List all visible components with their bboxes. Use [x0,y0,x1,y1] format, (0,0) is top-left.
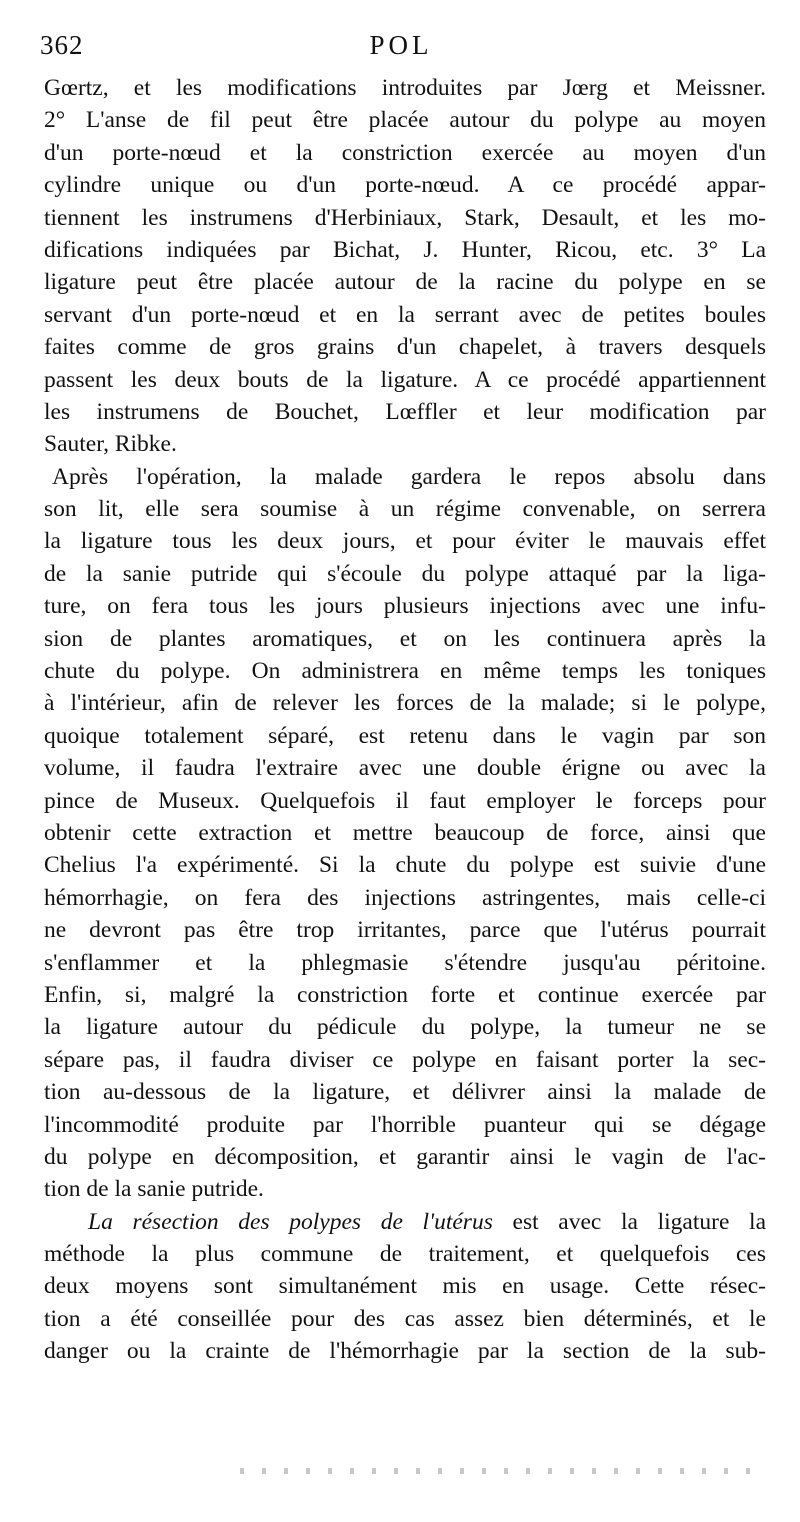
italic-lead: La résection des polypes de l'utérus [88,1208,493,1235]
text-line: tion de la sanie putride. [44,1176,264,1203]
text-line: pince de Museux. Quelquefois il faut employer le forceps pour [44,787,766,814]
text-line: à l'intérieur, afin de relever les forces de la malade; si le polype, [44,690,766,717]
text-line: faites comme de gros grains d'un chapelet, à travers desquels [44,334,766,361]
text-line: sion de plantes aromatiques, et on les continuera après la [44,625,766,652]
text-line: servant d'un porte-nœud et en la serrant avec de petites boules [44,301,766,328]
text-line: tiennent les instrumens d'Herbiniaux, Stark, Desault, et les mo- [44,204,766,231]
body-text [44,72,766,1368]
text-line: deux moyens sont simultanément mis en usage. Cette résec- [44,1273,766,1300]
text-line: s'enflammer et la phlegmasie s'étendre jusqu'au péritoine. [44,949,766,976]
text-line: hémorrhagie, on fera des injections astringentes, mais celle-ci [44,884,766,911]
text-line: Enfin, si, malgré la constriction forte et continue exercée par [44,981,766,1008]
text-line-rest: est avec la ligature la [492,1208,766,1235]
text-line: son lit, elle sera soumise à un régime convenable, on serrera [44,496,766,523]
text-line: les instrumens de Bouchet, Lœffler et leur modification par [44,398,766,425]
text-line: la ligature autour du pédicule du polype, la tumeur ne se [44,1014,766,1041]
paragraph-1 [44,72,766,461]
text-line: la ligature tous les deux jours, et pour éviter le mauvais effet [44,528,766,555]
text-line: Gœrtz, et les modifications introduites par Jœrg et Meissner. [44,75,766,101]
text-line: cylindre unique ou d'un porte-nœud. A ce procédé appar- [44,172,766,199]
text-line: chute du polype. On administrera en même temps les toniques [44,658,766,685]
bleed-through-marks [240,1468,760,1474]
paragraph-3 [44,1206,766,1368]
text-line: danger ou la crainte de l'hémorrhagie par la section de la sub- [44,1338,766,1365]
text-line: ne devront pas être trop irritantes, parce que l'utérus pourrait [44,917,766,944]
text-line: Après l'opération, la malade gardera le repos absolu dans [52,463,766,490]
text-line: l'incommodité produite par l'horrible puanteur qui se dégage [44,1111,766,1138]
text-line: du polype en décomposition, et garantir ainsi le vagin de l'ac- [44,1143,766,1170]
page-number: 362 [40,30,84,60]
text-line: obtenir cette extraction et mettre beaucoup de force, ainsi que [44,819,766,846]
text-line: ture, on fera tous les jours plusieurs injections avec une infu- [44,593,766,620]
text-line: méthode la plus commune de traitement, et quelquefois ces [44,1241,766,1268]
text-line [44,1206,766,1238]
text-line: ligature peut être placée autour de la racine du polype en se [44,269,766,296]
running-head [40,30,762,70]
text-line: passent les deux bouts de la ligature. A ce procédé appartiennent [44,366,766,393]
text-line: de la sanie putride qui s'écoule du polype attaqué par la liga- [44,560,766,587]
text-line: Sauter, Ribke. [44,431,177,458]
text-line: tion au-dessous de la ligature, et délivrer ainsi la malade de [44,1079,766,1106]
text-line: sépare pas, il faudra diviser ce polype en faisant porter la sec- [44,1046,766,1073]
paragraph-2 [44,461,766,1206]
text-line: volume, il faudra l'extraire avec une double érigne ou avec la [44,755,766,782]
text-line: quoique totalement séparé, est retenu dans le vagin par son [44,722,766,749]
text-line: tion a été conseillée pour des cas assez bien déterminés, et le [44,1305,766,1332]
text-line: difications indiquées par Bichat, J. Hunter, Ricou, etc. 3° La [44,236,766,263]
text-line: d'un porte-nœud et la constriction exercée au moyen d'un [44,139,766,166]
running-title: POL [369,30,433,60]
text-line: 2° L'anse de fil peut être placée autour du polype au moyen [44,107,766,134]
text-line: Chelius l'a expérimenté. Si la chute du polype est suivie d'une [44,852,766,879]
